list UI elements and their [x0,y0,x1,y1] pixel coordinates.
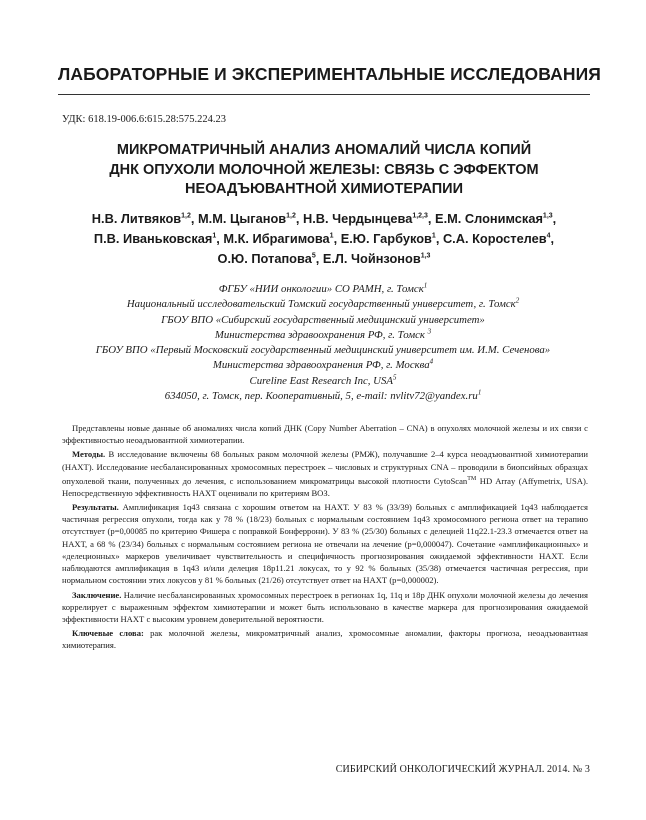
affiliation-line [40,297,606,312]
author-line: П.В. Иваньковская$^1$, М.К. Ибрагимова$^1$, Е.Ю. Гарбуков$^1$, С.А. Коростелев$^4$, [93,231,555,246]
title-line: ДНК ОПУХОЛИ МОЛОЧНОЙ ЖЕЛЕЗЫ: СВЯЗЬ С ЭФФЕКТОМ [109,161,539,178]
abstract-keywords [62,627,588,651]
affiliation-text: Министерства здравоохранения РФ, г. Томск [214,328,428,341]
author-affiliation-mark: 4 [546,232,551,240]
author-affiliation-mark: 1 [431,232,436,240]
affiliation-line [40,282,606,297]
title-line: НЕОАДЪЮВАНТНОЙ ХИМИОТЕРАПИИ [184,181,464,197]
author-name: М.М. Цыганов [198,211,287,226]
author-name: П.В. Иваньковская [93,231,213,246]
article-title [58,141,590,200]
methods-label: Методы. [72,449,106,460]
affiliation-text: Национальный исследовательский Томский государственный университет, г. Томск [126,298,516,311]
author-affiliation-mark: 1,2,3 [412,212,428,220]
affiliation-text: Министерства здравоохранения РФ, г. Москва [212,359,430,372]
methods-text: В исследование включены 68 больных раком молочной железы (РМЖ), получавшие 2–4 курса неоадъювантной химиотерапии (НАХТ). Исследование несбалансированных хромосомных перестроек – числовых и структурных CNA – проводили в биопсийных образцах опухолевой ткани, полученных до лечения, с использованием микроматрицы высокой плотности CytoScan [62,449,588,486]
abstract [62,422,588,654]
author-affiliation-mark: 1 [329,232,334,240]
affiliation-text: ГБОУ ВПО «Первый Московский государственный медицинский университет им. И.М. Сеченова» [95,344,551,357]
affiliation-text: Cureline East Research Inc, USA [249,374,393,387]
author-name: Е.Л. Чойнзонов [322,251,421,266]
keywords-text: рак молочной железы, микроматричный анализ, хромосомные аномалии, факторы прогноза, неоадъювантная химиотерапия. [62,628,588,651]
affiliations [40,282,606,404]
affiliation-mark: 4 [429,357,434,366]
title-line: МИКРОМАТРИЧНЫЙ АНАЛИЗ АНОМАЛИЙ ЧИСЛА КОПИЙ [116,142,532,158]
abstract-intro: Представлены новые данные об аномалиях числа копий ДНК (Copy Number Aberration – CNA) в опухолях молочной железы и их связи с эффективностью неоадъювантной химиотерапии. [62,423,588,446]
author-name: О.Ю. Потапова [217,251,312,266]
abstract-conclusion [62,589,588,626]
author-name: Н.В. Литвяков [91,211,182,226]
author-name: М.К. Ибрагимова [223,231,330,246]
trademark-mark: TM [467,475,477,482]
affiliation-line [40,358,606,373]
author-affiliation-mark: 1,2 [286,212,296,220]
affiliation-mark: 1 [477,388,482,397]
abstract-methods [62,448,588,499]
results-text: Амплификация 1q43 связана с хорошим ответом на НАХТ. У 83 % (33/39) больных с амплификацией 1q43 наблюдается частичная регрессия опухоли, тогда как у 78 % (18/23) больных с нормальным состоянием 1q43 хромосомного региона ответ на терапию отсутствует (p=0,00085 по критерию Фишера с поправкой Бонферрони). У 83 % (25/30) больных с делецией 11q22.1-23.3 отмечается ответ на НАХТ, а 68 % (23/34) больных с нормальным состоянием региона не отвечали на лечение (p=0,000047). Сочетание «амплификационных» и «делеционных» маркеров увеличивает чувствительность и специфичность прогнозирования ожидаемой эффективности НАХТ. Если наблюдаются амплификация в 1q43 и/или делеция 18p11.21 локусах, то у 92 % больных (35/38) отмечается частичная регрессия, при нормальном состоянии этих локусов у 81 % больных (21/26) отсутствует ответ на НАХТ (p=0,000002). [62,502,588,586]
affiliation-mark: 2 [515,296,520,305]
author-affiliation-mark: 1,2 [181,212,191,220]
conclusion-text: Наличие несбалансированных хромосомных перестроек в регионах 1q, 11q и 18p ДНК опухоли молочной железы до лечения коррелирует с выраженным эффектом химиотерапии и может быть использовано в качестве маркера для прогнозирования ожидаемой эффективности НАХТ с высоким уровнем доверительной вероятности. [62,589,588,624]
udc-code: УДК: 618.19-006.6:615.28:575.224.23 [62,114,227,125]
author-line: О.Ю. Потапова$^5$, Е.Л. Чойнзонов$^{1,3}$ [217,251,431,266]
results-label: Результаты. [72,502,119,513]
affiliation-text: 634050, г. Томск, пер. Кооперативный, 5, e-mail: nvlitv72@yandex.ru [164,390,478,403]
conclusion-label: Заключение. [72,589,122,600]
author-list [58,209,590,269]
affiliation-mark: 3 [427,327,432,336]
affiliation-mark: 5 [392,373,397,382]
author-line: Н.В. Литвяков$^{1,2}$, М.М. Цыганов$^{1,2}$, Н.В. Чердынцева$^{1,2,3}$, Е.М. Слонимская$^{1,3}$, [91,211,557,226]
keywords-label: Ключевые слова: [72,628,144,639]
methods-text-cont: HD Array (Affymetrix, USA). Непосредственную эффективность НАХТ оценивали по критериям ВОЗ. [62,475,589,498]
header-divider [58,94,590,95]
section-header: ЛАБОРАТОРНЫЕ И ЭКСПЕРИМЕНТАЛЬНЫЕ ИССЛЕДОВАНИЯ [58,64,601,84]
author-affiliation-mark: 1 [212,232,217,240]
author-name: Н.В. Чердынцева [302,211,413,226]
author-affiliation-mark: 1,3 [542,212,553,220]
affiliation-line [40,389,606,404]
affiliation-line [40,328,606,343]
affiliation-line [40,313,606,328]
affiliation-line [40,374,606,389]
affiliation-line [40,343,606,358]
author-name: Е.М. Слонимская [435,211,543,226]
affiliation-text: ГБОУ ВПО «Сибирский государственный медицинский университет» [161,313,485,326]
affiliation-mark: 1 [423,281,428,290]
author-name: С.А. Коростелев [442,231,547,246]
affiliation-text: ФГБУ «НИИ онкологии» СО РАМН, г. Томск [218,283,424,295]
journal-footer: СИБИРСКИЙ ОНКОЛОГИЧЕСКИЙ ЖУРНАЛ. 2014. № 3 [335,764,590,775]
author-name: Е.Ю. Гарбуков [340,231,432,246]
author-affiliation-mark: 5 [311,252,316,260]
abstract-results [62,501,588,586]
author-affiliation-mark: 1,3 [420,252,431,260]
